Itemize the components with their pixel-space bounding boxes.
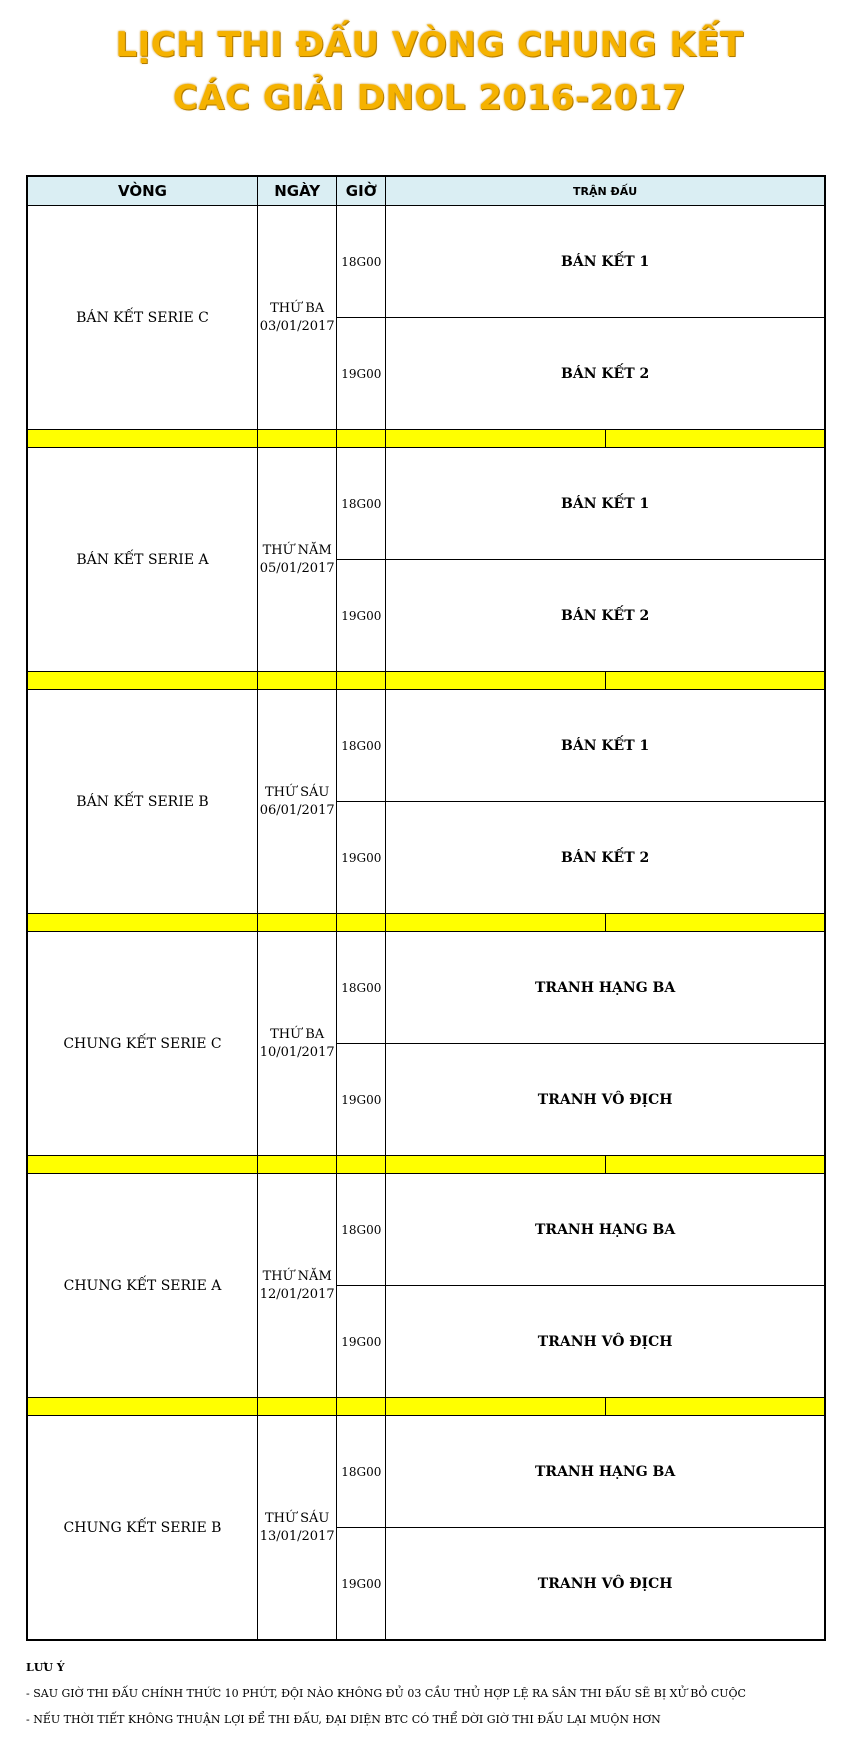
- header-row: [27, 176, 825, 206]
- separator-cell: [605, 1398, 825, 1416]
- day-cell: [257, 448, 336, 672]
- day-cell: [257, 1174, 336, 1398]
- round-cell: CHUNG KẾT SERIE B: [27, 1416, 257, 1641]
- separator-cell: [257, 672, 336, 690]
- separator-cell: [337, 914, 386, 932]
- separator-cell: [257, 430, 336, 448]
- weekday-text: THỨ NĂM: [262, 542, 332, 558]
- time-cell: 19G00: [337, 318, 386, 430]
- day-cell: [257, 1416, 336, 1641]
- match-cell: TRANH VÔ ĐỊCH: [386, 1286, 825, 1398]
- time-cell: 18G00: [337, 932, 386, 1044]
- title-line-1: LỊCH THI ĐẤU VÒNG CHUNG KẾT: [115, 25, 744, 65]
- separator-cell: [337, 430, 386, 448]
- note-item: - SAU GIỜ THI ĐẤU CHÍNH THỨC 10 PHÚT, ĐỘI NÀO KHÔNG ĐỦ 03 CẦU THỦ HỢP LỆ RA SÂN THI ĐẤU SẼ BỊ XỬ BỎ CUỘC: [26, 1687, 746, 1700]
- separator-row: [27, 1398, 825, 1416]
- match-cell: TRANH HẠNG BA: [386, 1174, 825, 1286]
- schedule-row: [27, 932, 825, 1044]
- time-cell: 18G00: [337, 448, 386, 560]
- schedule-row: [27, 1174, 825, 1286]
- separator-cell: [257, 914, 336, 932]
- day-cell: [257, 206, 336, 430]
- separator-row: [27, 672, 825, 690]
- weekday-text: THỨ SÁU: [264, 1510, 330, 1526]
- time-cell: 18G00: [337, 206, 386, 318]
- separator-cell: [386, 1156, 606, 1174]
- separator-cell: [27, 672, 257, 690]
- schedule-row: [27, 1416, 825, 1528]
- time-cell: 19G00: [337, 1044, 386, 1156]
- notes-heading: LƯU Ý: [26, 1661, 65, 1674]
- schedule-row: [27, 206, 825, 318]
- schedule-row: [27, 448, 825, 560]
- separator-cell: [386, 1398, 606, 1416]
- header-time: GIỜ: [337, 176, 386, 206]
- match-cell: TRANH HẠNG BA: [386, 1416, 825, 1528]
- time-cell: 19G00: [337, 1286, 386, 1398]
- date-text: 06/01/2017: [259, 802, 335, 818]
- schedule-body: [27, 206, 825, 1641]
- separator-cell: [27, 430, 257, 448]
- date-text: 05/01/2017: [259, 560, 335, 576]
- separator-cell: [257, 1398, 336, 1416]
- round-cell: BÁN KẾT SERIE A: [27, 448, 257, 672]
- time-cell: 19G00: [337, 802, 386, 914]
- date-text: 03/01/2017: [259, 318, 335, 334]
- separator-cell: [337, 1156, 386, 1174]
- weekday-text: THỨ NĂM: [262, 1268, 332, 1284]
- time-cell: 18G00: [337, 690, 386, 802]
- match-cell: TRANH HẠNG BA: [386, 932, 825, 1044]
- separator-cell: [337, 1398, 386, 1416]
- date-text: 13/01/2017: [259, 1528, 335, 1544]
- match-cell: TRANH VÔ ĐỊCH: [386, 1528, 825, 1641]
- round-cell: BÁN KẾT SERIE C: [27, 206, 257, 430]
- round-cell: CHUNG KẾT SERIE A: [27, 1174, 257, 1398]
- header-match: TRẬN ĐẤU: [386, 176, 825, 206]
- time-cell: 18G00: [337, 1174, 386, 1286]
- weekday-text: THỨ BA: [270, 1026, 325, 1042]
- separator-row: [27, 430, 825, 448]
- header-round: VÒNG: [27, 176, 257, 206]
- time-cell: 19G00: [337, 560, 386, 672]
- match-cell: BÁN KẾT 2: [386, 318, 825, 430]
- separator-cell: [337, 672, 386, 690]
- schedule-table: [26, 175, 826, 1641]
- weekday-text: THỨ BA: [270, 300, 325, 316]
- separator-cell: [257, 1156, 336, 1174]
- note-item: - NẾU THỜI TIẾT KHÔNG THUẬN LỢI ĐỂ THI ĐẤU, ĐẠI DIỆN BTC CÓ THỂ DỜI GIỜ THI ĐẤU LẠI MUỘN HƠN: [26, 1713, 661, 1726]
- round-cell: BÁN KẾT SERIE B: [27, 690, 257, 914]
- day-cell: [257, 690, 336, 914]
- match-cell: BÁN KẾT 2: [386, 802, 825, 914]
- separator-cell: [27, 914, 257, 932]
- separator-row: [27, 1156, 825, 1174]
- match-cell: BÁN KẾT 1: [386, 690, 825, 802]
- time-cell: 19G00: [337, 1528, 386, 1641]
- match-cell: BÁN KẾT 1: [386, 448, 825, 560]
- separator-cell: [605, 914, 825, 932]
- match-cell: BÁN KẾT 2: [386, 560, 825, 672]
- time-cell: 18G00: [337, 1416, 386, 1528]
- day-cell: [257, 932, 336, 1156]
- separator-cell: [386, 914, 606, 932]
- date-text: 10/01/2017: [259, 1044, 335, 1060]
- separator-cell: [27, 1398, 257, 1416]
- match-cell: BÁN KẾT 1: [386, 206, 825, 318]
- title-line-2: CÁC GIẢI DNOL 2016-2017: [172, 78, 687, 118]
- match-cell: TRANH VÔ ĐỊCH: [386, 1044, 825, 1156]
- separator-cell: [27, 1156, 257, 1174]
- separator-row: [27, 914, 825, 932]
- weekday-text: THỨ SÁU: [264, 784, 330, 800]
- round-cell: CHUNG KẾT SERIE C: [27, 932, 257, 1156]
- header-day: NGÀY: [257, 176, 336, 206]
- separator-cell: [386, 672, 606, 690]
- separator-cell: [605, 1156, 825, 1174]
- separator-cell: [605, 430, 825, 448]
- date-text: 12/01/2017: [259, 1286, 335, 1302]
- separator-cell: [386, 430, 606, 448]
- separator-cell: [605, 672, 825, 690]
- schedule-row: [27, 690, 825, 802]
- notes-section: [26, 1655, 746, 1733]
